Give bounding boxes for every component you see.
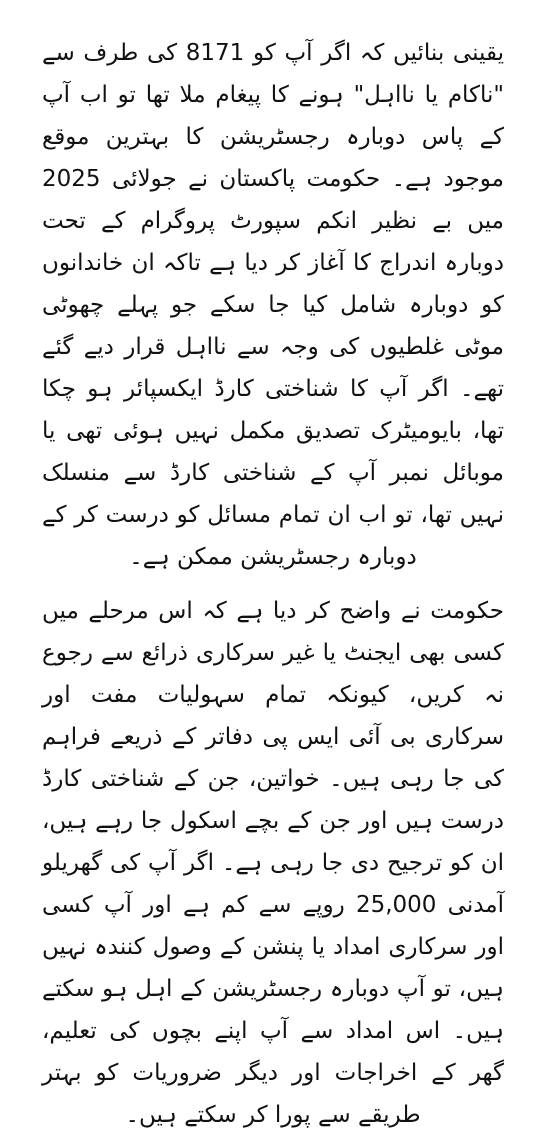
paragraph-reregistration-opportunity: یقینی بنائیں کہ اگر آپ کو 8171 کی طرف سے "ناکام یا نااہل" ہونے کا پیغام ملا تھا تو اب آپ کے پاس دوبارہ رجسٹریشن کا بہترین موقع موجود ہے۔ حکومت پاکستان نے جولائی 2025 میں بے نظیر انکم سپورٹ پروگرام کے تحت دوبارہ اندراج کا آغاز کر دیا ہے تاکہ ان خاندانوں کو دوبارہ شامل کیا جا سکے جو پہلے چھوٹی موٹی غلطیوں کی وجہ سے نااہل قرار دیے گئے تھے۔ اگر آپ کا شناختی کارڈ ایکسپائر ہو چکا تھا، بایومیٹرک تصدیق مکمل نہیں ہوئی تھی یا موبائل نمبر آپ کے شناختی کارڈ سے منسلک نہیں تھا، تو اب ان تمام مسائل کو درست کر کے دوبارہ رجسٹریشن ممکن ہے۔ — [42, 40, 504, 570]
article-body — [42, 32, 504, 1136]
paragraph-eligibility-criteria: حکومت نے واضح کر دیا ہے کہ اس مرحلے میں کسی بھی ایجنٹ یا غیر سرکاری ذرائع سے رجوع نہ کریں، کیونکہ تمام سہولیات مفت اور سرکاری بی آئی ایس پی دفاتر کے ذریعے فراہم کی جا رہی ہیں۔ خواتین، جن کے شناختی کارڈ درست ہیں اور جن کے بچے اسکول جا رہے ہیں، ان کو ترجیح دی جا رہی ہے۔ اگر آپ کی گھریلو آمدنی 25,000 روپے سے کم ہے اور آپ کسی اور سرکاری امداد یا پنشن کے وصول کنندہ نہیں ہیں، تو آپ دوبارہ رجسٹریشن کے اہل ہو سکتے ہیں۔ اس امداد سے آپ اپنے بچوں کی تعلیم، گھر کے اخراجات اور دیگر ضروریات کو بہتر طریقے سے پورا کر سکتے ہیں۔ — [42, 598, 505, 1128]
